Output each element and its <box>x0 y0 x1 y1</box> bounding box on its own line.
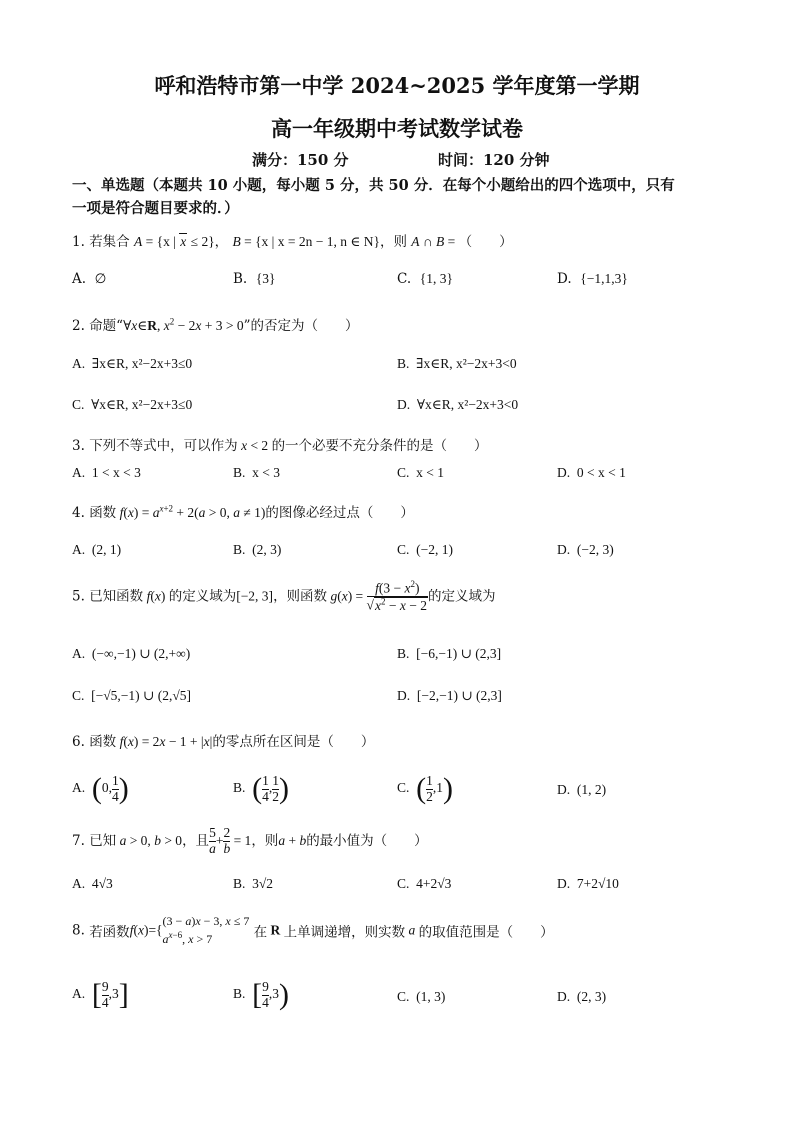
question-5-stem: 5. 已知函数 f(x) 的定义域为[−2, 3]，则函数 g(x) = $\frac{f(3 - x^2)}{√x^2 - x - 2}$ 的定义域为 <box>72 579 496 613</box>
section-heading-line2: 一项是符合题目要求的．） <box>72 200 239 217</box>
q7-option-a[interactable]: A. 4√3 <box>72 876 113 891</box>
q4-option-c[interactable]: C. (−2, 1) <box>397 542 453 557</box>
question-1-stem: 1. 若集合 A = {x | x ≤ 2}， B = {x | x = 2n − 1, n ∈ N}，则 A ∩ B = （ ） <box>72 234 513 250</box>
set-a-formula: A <box>133 234 143 249</box>
q5-option-d[interactable]: D. [−2,−1) ∪ (2,3] <box>397 688 502 703</box>
q4-option-b[interactable]: B. (2, 3) <box>233 542 282 557</box>
question-6-stem: 6. 函数 f(x) = 2x − 1 + |x|的零点所在区间是（ ） <box>72 734 375 750</box>
q8-option-a[interactable]: A. [ $\frac{9}{4}$ ,3] <box>72 978 129 1011</box>
q7-option-b[interactable]: B. 3√2 <box>233 876 274 891</box>
q3-option-b[interactable]: B. x < 3 <box>233 465 281 480</box>
q4-option-a[interactable]: A. (2, 1) <box>72 542 122 557</box>
q5-option-c[interactable]: C. [−√5,−1) ∪ (2,√5] <box>72 688 191 703</box>
q3-option-d[interactable]: D. 0 < x < 1 <box>557 465 626 480</box>
q3-option-a[interactable]: A. 1 < x < 3 <box>72 465 141 480</box>
q2-option-a[interactable]: A. ∃x∈R, x²−2x+3≤0 <box>72 356 193 371</box>
question-3-stem: 3. 下列不等式中，可以作为 x < 2 的一个必要不充分条件的是（ ） <box>72 438 488 454</box>
q5-option-b[interactable]: B. [−6,−1) ∪ (2,3] <box>397 646 502 661</box>
set-b-formula: B <box>232 234 241 249</box>
q8-option-c[interactable]: C. (1, 3) <box>397 989 446 1004</box>
question-4-stem: 4. 函数 $f(x) = a^{x+2} + 2(a > 0$, a ≠ 1)的图像必经过点（ ） <box>72 503 414 521</box>
question-number: 1. <box>72 234 85 250</box>
q2-option-c[interactable]: C. ∀x∈R, x²−2x+3≤0 <box>72 397 193 412</box>
q2-option-d[interactable]: D. ∀x∈R, x²−2x+3<0 <box>397 397 519 412</box>
q6-option-d[interactable]: D. (1, 2) <box>557 782 607 797</box>
q1-option-c[interactable]: C. {1, 3} <box>397 271 453 287</box>
q7-option-d[interactable]: D. 7+2√10 <box>557 876 619 891</box>
full-score: 满分：150 分 <box>252 151 349 169</box>
q1-option-d[interactable]: D. {−1,1,3} <box>557 271 628 287</box>
q1-option-a[interactable]: A. ∅ <box>72 271 107 287</box>
exam-title: 呼和浩特市第一中学 2024~2025 学年度第一学期 <box>154 73 640 98</box>
q1-option-b[interactable]: B. {3} <box>233 271 276 287</box>
question-2-stem: 2. 命题“∀x∈R, $x^2 - 2x + 3 > 0$”的否定为（ ） <box>72 316 359 334</box>
q5-option-a[interactable]: A. (−∞,−1) ∪ (2,+∞) <box>72 646 191 661</box>
q6-option-c[interactable]: C. ( $\frac{1}{2}$ ,1) <box>397 772 454 805</box>
exam-time: 时间：120 分钟 <box>438 151 550 169</box>
section-heading-line1: 一、单选题（本题共 10 小题，每小题 5 分，共 50 分．在每个小题给出的四个选项中，只有 <box>72 177 675 194</box>
question-8-stem: 8. 若函数f(x)={ (3 − a)x − 3, x ≤ 7 $a^{x-6}$, x > 7 在 R 上单调递增，则实数 a 的取值范围是（ ） <box>72 914 554 946</box>
q3-option-c[interactable]: C. x < 1 <box>397 465 445 480</box>
q4-option-d[interactable]: D. (−2, 3) <box>557 542 614 557</box>
q8-option-b[interactable]: B. [ $\frac{9}{4}$ ,3) <box>233 978 290 1011</box>
q8-option-d[interactable]: D. (2, 3) <box>557 989 607 1004</box>
question-7-stem: 7. 已知 a > 0, b > 0，且 $\frac{5}{a}$ + $\frac{2}{b}$ = 1，则a + b的最小值为（ ） <box>72 825 428 856</box>
q2-option-b[interactable]: B. ∃x∈R, x²−2x+3<0 <box>397 356 517 371</box>
exam-subtitle: 高一年级期中考试数学试卷 <box>271 116 523 141</box>
q7-option-c[interactable]: C. 4+2√3 <box>397 876 452 891</box>
q6-option-a[interactable]: A. (0, $\frac{1}{4}$ ) <box>72 772 129 805</box>
q6-option-b[interactable]: B. ( $\frac{1}{4}$ , $\frac{1}{2}$ ) <box>233 772 290 805</box>
